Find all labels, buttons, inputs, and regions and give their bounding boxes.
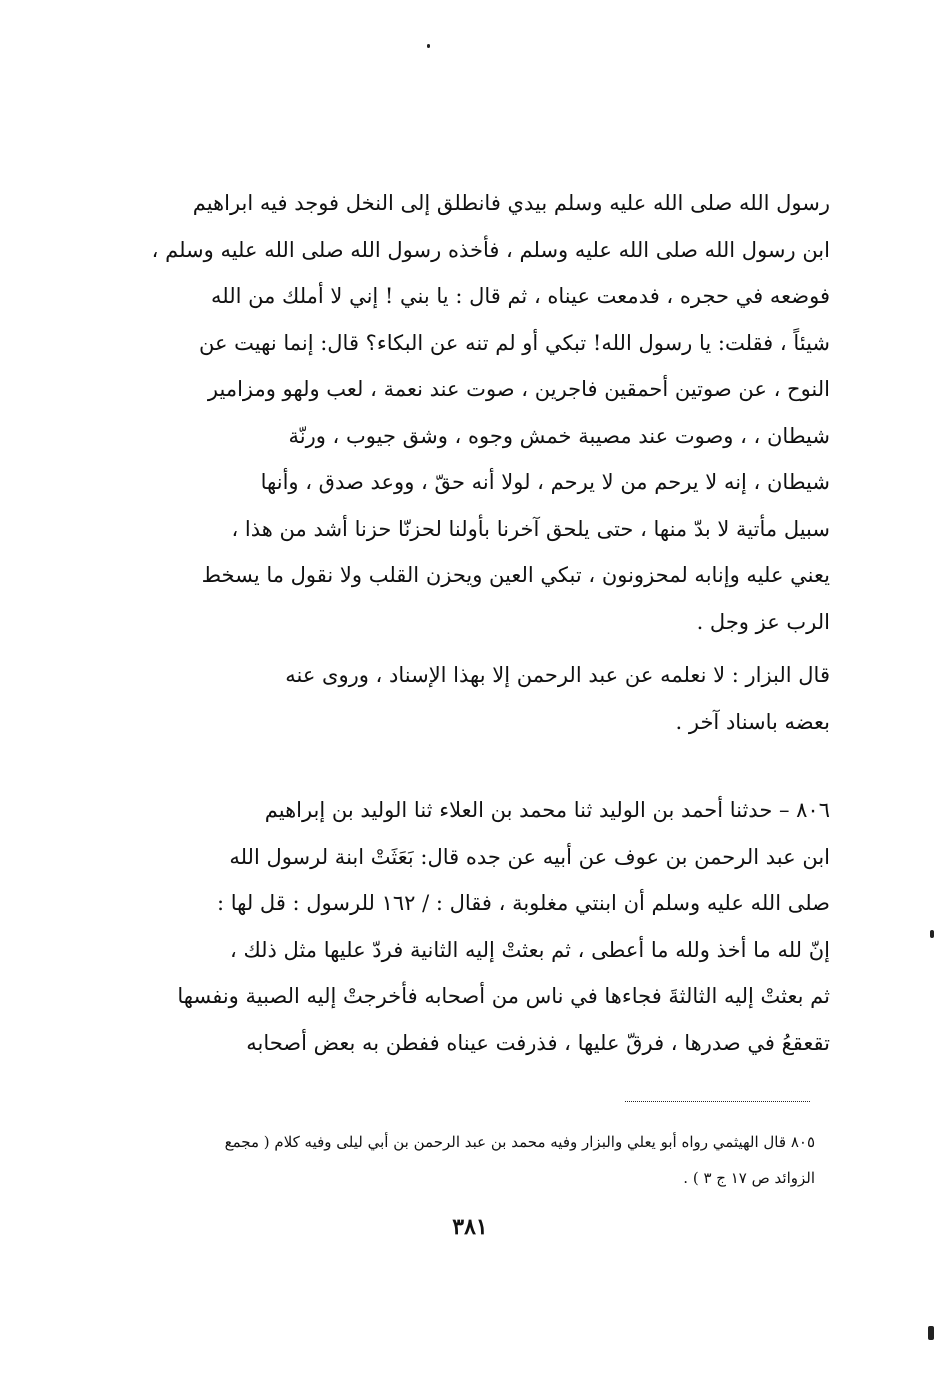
text-line: النوح ، عن صوتين أحمقين فاجرين ، صوت عند نعمة ، لعب ولهو ومزامير	[207, 377, 830, 401]
text-line: تقعقعُ في صدرها ، فرقّ عليها ، فذرفت عيناه ففطن به بعض أصحابه	[246, 1030, 830, 1055]
text-line: ابن رسول الله صلى الله عليه وسلم ، فأخذه رسول الله صلى الله عليه وسلم ،	[151, 237, 830, 262]
page-number: ٣٨١	[452, 1214, 488, 1240]
paragraph-hadith-continuation	[150, 180, 830, 645]
text-line: ابن عبد الرحمن بن عوف عن أبيه عن جده قال: بَعَثَتْ ابنة لرسول الله	[229, 844, 830, 869]
text-line: صلى الله عليه وسلم أن ابنتي مغلوبة ، فقال : / ١٦٢ للرسول : قل لها :	[217, 891, 830, 915]
text-line: شيطان ، إنه لا يرحم من لا يرحم ، لولا أنه حقّ ، ووعد صدق ، وأنها	[260, 470, 830, 494]
footnote-line: ٨٠٥ قال الهيثمي رواه أبو يعلي والبزار وفيه محمد بن عبد الرحمن بن أبي ليلى وفيه كلام ( مجمع	[224, 1133, 815, 1151]
footnote-separator	[625, 1101, 810, 1102]
text-line: ثم بعثتْ إليه الثالثةَ فجاءها في ناس من أصحابه فأخرجتْ إليه الصبية ونفسها	[177, 984, 830, 1008]
scan-speck	[930, 930, 934, 938]
text-line: يعني عليه وإنابه لمحزونون ، تبكي العين ويحزن القلب ولا نقول ما يسخط	[201, 563, 830, 587]
text-line: شيطان ، ، وصوت عند مصيبة خمش وجوه ، وشق جيوب ، ورنّة	[288, 423, 830, 448]
footnote-line: الزوائد ص ١٧ ج ٣ ) .	[683, 1169, 815, 1187]
text-line: فوضعه في حجره ، فدمعت عيناه ، ثم قال : يا بني ! إني لا أملك من الله	[210, 284, 830, 308]
paragraph-bazzar-comment	[150, 652, 830, 745]
text-line: شيئاً ، فقلت: يا رسول الله! تبكي أو لم تنه عن البكاء؟ قال: إنما نهيت عن	[198, 330, 830, 355]
scan-speck	[928, 1326, 934, 1340]
scan-speck	[427, 44, 430, 48]
footnote	[150, 1124, 815, 1196]
paragraph-hadith-806	[150, 787, 830, 1066]
text-line: رسول الله صلى الله عليه وسلم بيدي فانطلق إلى النخل فوجد فيه ابراهيم	[192, 191, 830, 215]
text-line: قال البزار : لا نعلمه عن عبد الرحمن إلا بهذا الإسناد ، وروى عنه	[285, 663, 830, 687]
text-line: إنّ لله ما أخذ ولله ما أعطى ، ثم بعثتْ إليه الثانية فردّ عليها مثل ذلك ،	[229, 937, 830, 962]
text-line: الرب عز وجل .	[696, 609, 830, 634]
text-line: سبيل مأتية لا بدّ منها ، حتى يلحق آخرنا بأولنا لحزنّا حزنا أشد من هذا ،	[231, 516, 830, 541]
text-line: بعضه باسناد آخر .	[675, 709, 830, 734]
text-line: ٨٠٦ – حدثنا أحمد بن الوليد ثنا محمد بن العلاء ثنا الوليد بن إبراهيم	[264, 798, 830, 822]
